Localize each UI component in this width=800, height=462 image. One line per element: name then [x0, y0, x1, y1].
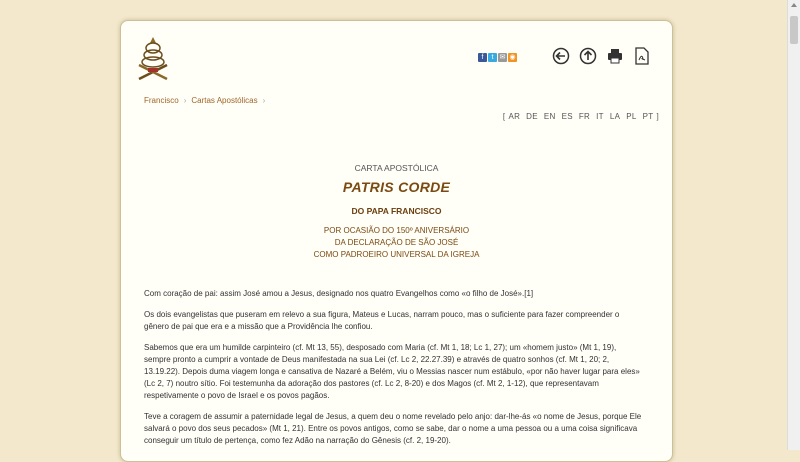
- language-selector: [ AR DE EN ES FR IT LA PL PT ]: [502, 112, 659, 121]
- body-paragraph: Teve a coragem de assumir a paternidade legal de Jesus, a quem deu o nome revelado pelo anjo: dar-lhe-ás «o nome de Jesus, porque Ele salvará o povo dos seus pecados» (Mt 1, 21). Entre os povos antigos, como se sabe, dar o nome a uma pessoa ou a uma coisa significava conseguir um título de pertença, como fez Adão na narração do Gênesis (cf. 2, 19-20).: [144, 412, 642, 445]
- body-paragraph: Os dois evangelistas que puseram em relevo a sua figura, Mateus e Lucas, narram pouco, mas o suficiente para fazer compreender o gênero de pai que era e a missão que a Providência lhe confiou.: [144, 310, 620, 331]
- document-page: [120, 20, 673, 462]
- occasion-line: DA DECLARAÇÃO DE SÃO JOSÉ: [334, 238, 459, 247]
- occasion-line: COMO PADROEIRO UNIVERSAL DA IGREJA: [313, 250, 480, 259]
- lang-es[interactable]: ES: [561, 112, 573, 121]
- rss-icon[interactable]: ◉: [509, 54, 516, 61]
- scrollbar-thumb[interactable]: [790, 16, 798, 44]
- lang-en[interactable]: EN: [543, 112, 556, 121]
- breadcrumb: [144, 96, 270, 105]
- body-paragraph: Com coração de pai: assim José amou a Jesus, designado nos quatro Evangelhos como «o filho de José».[1]: [144, 289, 534, 298]
- lang-pt[interactable]: PT: [642, 112, 654, 121]
- pdf-icon[interactable]: [633, 47, 651, 65]
- lang-it[interactable]: IT: [596, 112, 604, 121]
- scroll-up-arrow-icon[interactable]: [791, 3, 797, 7]
- scrollbar[interactable]: [787, 0, 800, 450]
- twitter-icon[interactable]: t: [488, 53, 497, 62]
- breadcrumb-item-cartas[interactable]: Cartas Apostólicas: [191, 96, 258, 105]
- body-paragraph: Sabemos que era um humilde carpinteiro (cf. Mt 13, 55), desposado com Maria (cf. Mt 1, 18; Lc 1, 27); um «homem justo» (Mt 1, 19), sempre pronto a cumprir a vontade de Deus manifestada na sua Lei (cf. Lc 2, 22.27.39) e através de quatro sonhos (cf. Mt 1, 20; 2, 13.19.22). Depois duma viagem longa e cansativa de Nazaré a Belém, viu o Messias nascer num estábulo, «por não haver lugar para eles» (Lc 2, 7) noutro sítio. Foi testemunha da adoração dos pastores (cf. Lc 2, 8-20) e dos Magos (cf. Mt 2, 1-12), que representavam respetivamente o povo de Israel e os povos pagãos.: [144, 343, 640, 400]
- back-icon[interactable]: [552, 47, 570, 65]
- document-kicker: CARTA APOSTÓLICA: [354, 163, 439, 173]
- lang-pl[interactable]: PL: [626, 112, 637, 121]
- top-icon[interactable]: [579, 47, 597, 65]
- lang-de[interactable]: DE: [526, 112, 538, 121]
- papal-crest-icon[interactable]: [135, 35, 171, 81]
- document-title: PATRIS CORDE: [342, 179, 451, 195]
- occasion-line: POR OCASIÃO DO 150º ANIVERSÁRIO: [323, 226, 470, 235]
- document-occasion: [121, 225, 672, 261]
- lang-fr[interactable]: FR: [578, 112, 591, 121]
- email-icon[interactable]: ✉: [499, 54, 506, 61]
- print-icon[interactable]: [606, 47, 624, 65]
- breadcrumb-separator: ›: [262, 96, 266, 105]
- lang-ar[interactable]: AR: [508, 112, 521, 121]
- lang-la[interactable]: LA: [609, 112, 621, 121]
- document-body: [144, 288, 645, 456]
- social-share-bar: [478, 53, 517, 62]
- facebook-icon[interactable]: f: [478, 53, 487, 62]
- document-author: DO PAPA FRANCISCO: [351, 206, 442, 216]
- breadcrumb-separator: ›: [183, 96, 187, 105]
- toolbar: [552, 47, 651, 65]
- breadcrumb-item-francisco[interactable]: Francisco: [144, 96, 179, 105]
